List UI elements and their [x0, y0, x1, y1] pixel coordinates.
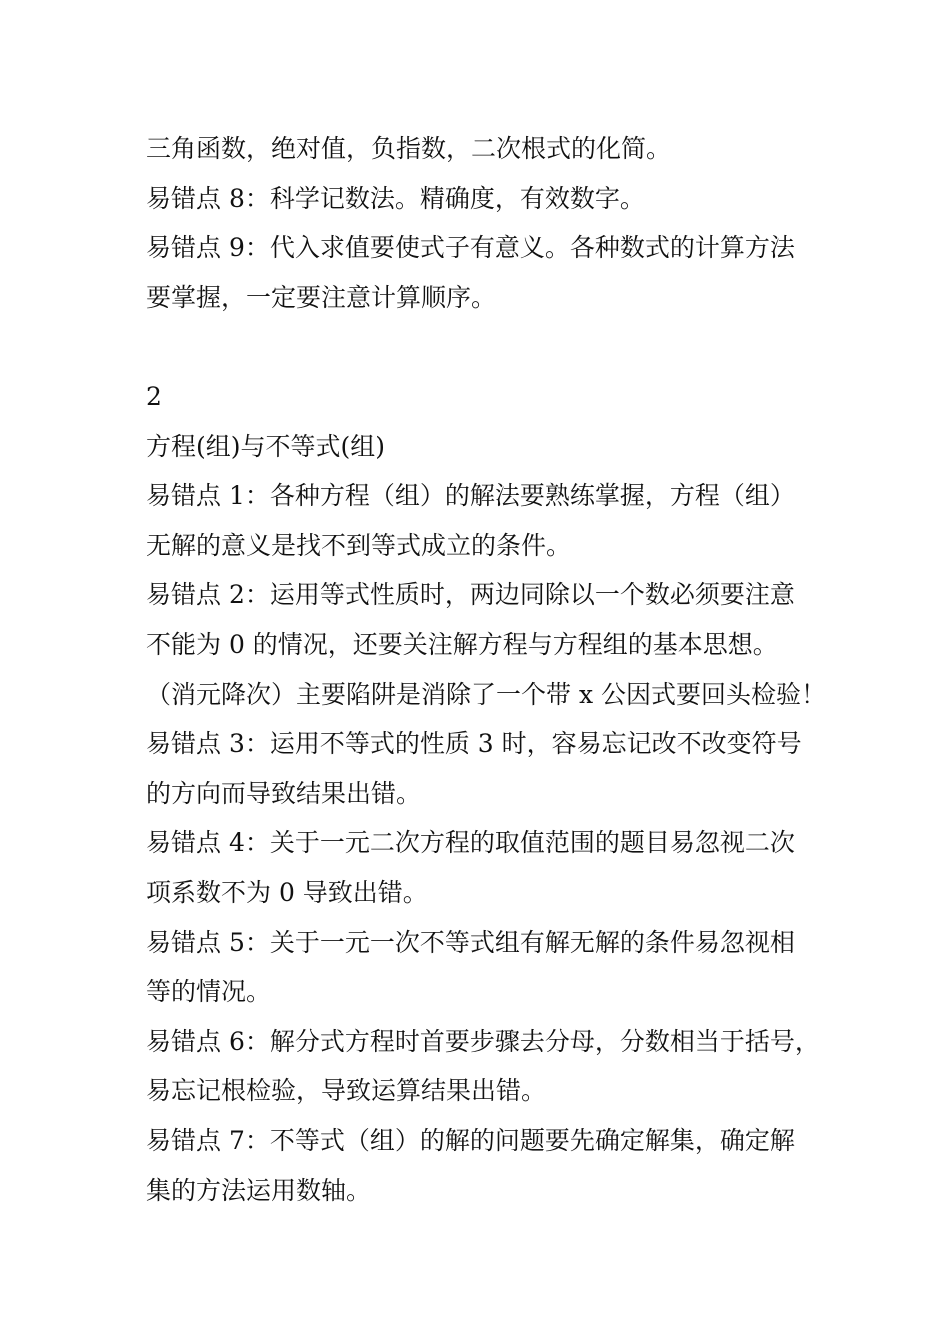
text-line: 无解的意义是找不到等式成立的条件。: [146, 530, 572, 560]
section-number: 2: [146, 382, 162, 411]
text-line: 易错点 1：各种方程（组）的解法要熟练掌握，方程（组）: [146, 481, 795, 511]
text-line: 易错点 7：不等式（组）的解的问题要先确定解集，确定解: [146, 1125, 795, 1155]
text-line: 易错点 5：关于一元一次不等式组有解无解的条件易忽视相: [146, 927, 795, 957]
section-2-text: [146, 372, 826, 1215]
text-line: 集的方法运用数轴。: [146, 1175, 372, 1205]
text-line: 等的情况。: [146, 977, 272, 1007]
text-line: 要掌握，一定要注意计算顺序。: [146, 282, 497, 312]
text-line: 三角函数，绝对值，负指数，二次根式的化简。: [146, 134, 672, 163]
text-line: 项系数不为 0 导致出错。: [146, 877, 428, 907]
text-line: 不能为 0 的情况，还要关注解方程与方程组的基本思想。: [146, 629, 778, 659]
text-line: 易错点 9：代入求值要使式子有意义。各种数式的计算方法: [146, 233, 795, 263]
text-line: （消元降次）主要陷阱是消除了一个带 x 公因式要回头检验！: [146, 679, 826, 709]
text-line: 易错点 6：解分式方程时首要步骤去分母，分数相当于括号，: [146, 1026, 820, 1056]
text-line: 易错点 3：运用不等式的性质 3 时，容易忘记改不改变符号: [146, 729, 802, 759]
text-line: 易错点 8：科学记数法。精确度，有效数字。: [146, 183, 645, 213]
text-line: 易忘记根检验，导致运算结果出错。: [146, 1076, 547, 1106]
text-line: 易错点 4：关于一元二次方程的取值范围的题目易忽视二次: [146, 828, 795, 858]
text-line: 的方向而导致结果出错。: [146, 778, 422, 808]
section-heading: 方程(组)与不等式(组): [146, 431, 386, 461]
section-1-text: [146, 124, 826, 322]
text-line: 易错点 2：运用等式性质时，两边同除以一个数必须要注意: [146, 580, 795, 610]
